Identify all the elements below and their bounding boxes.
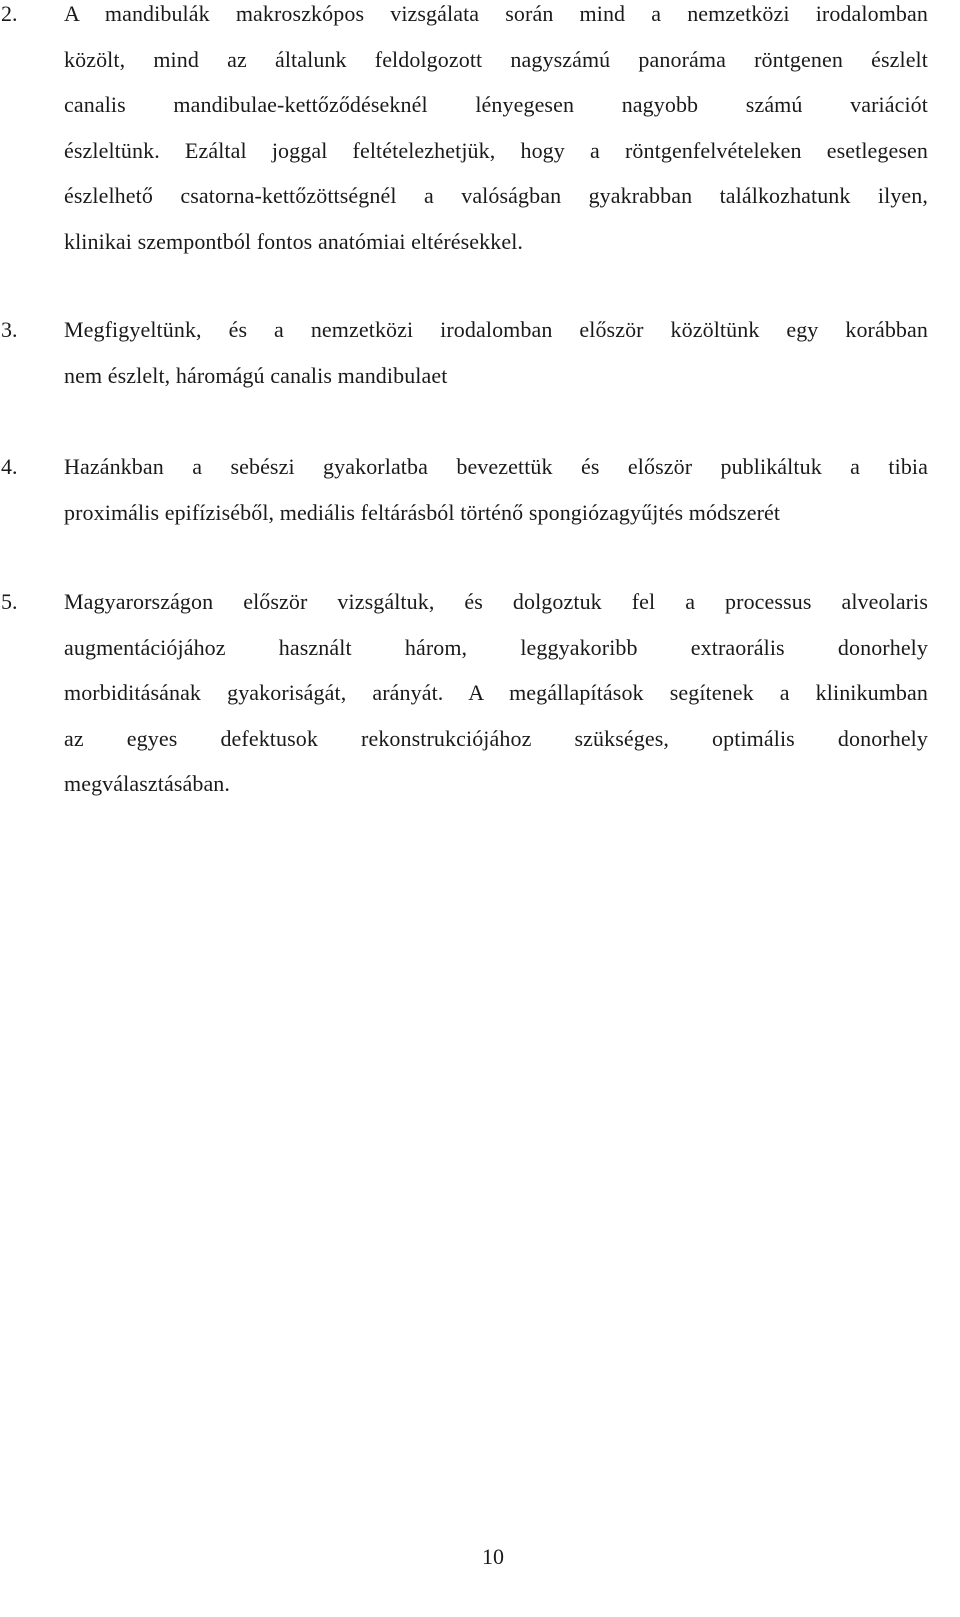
text-line: nem észlelt, háromágú canalis mandibulaet [64, 362, 448, 388]
list-item-text [64, 0, 928, 264]
text-line: megválasztásában. [64, 771, 231, 796]
text-line: az egyes defektusok rekonstrukciójához szükséges, optimális donorhely [64, 725, 928, 751]
list-item-text [64, 444, 928, 535]
text-line: Magyarországon először vizsgáltuk, és dolgoztuk fel a processus alveolaris [64, 589, 928, 614]
text-line: proximális epifíziséből, mediális feltárásból történő spongiózagyűjtés módszerét [64, 499, 781, 525]
text-line: közölt, mind az általunk feldolgozott nagyszámú panoráma röntgenen észlelt [64, 46, 928, 72]
text-line: augmentációjához használt három, leggyakoribb extraorális donorhely [64, 634, 928, 660]
list-item-number: 5. [1, 589, 18, 614]
text-line: észlelhető csatorna-kettőzöttségnél a valóságban gyakrabban találkozhatunk ilyen, [64, 183, 928, 208]
list-item-number: 2. [1, 1, 18, 26]
text-line: Megfigyeltünk, és a nemzetközi irodalomban először közöltünk egy korábban [64, 317, 928, 342]
text-line: klinikai szempontból fontos anatómiai eltérésekkel. [64, 228, 524, 254]
text-line: észleltünk. Ezáltal joggal feltételezhetjük, hogy a röntgenfelvételeken esetlegesen [64, 137, 928, 163]
list-item-number: 3. [1, 317, 18, 342]
text-line: canalis mandibulae-kettőződéseknél lényegesen nagyobb számú variációt [64, 92, 928, 117]
list-item-text [64, 307, 928, 398]
list-item-text [64, 579, 928, 807]
text-line: morbiditásának gyakoriságát, arányát. A megállapítások segítenek a klinikumban [64, 680, 928, 705]
page-number: 10 [482, 1544, 504, 1569]
text-line: A mandibulák makroszkópos vizsgálata során mind a nemzetközi irodalomban [64, 1, 928, 26]
text-line: Hazánkban a sebészi gyakorlatba bevezettük és először publikáltuk a tibia [64, 454, 928, 479]
list-item-number: 4. [1, 454, 18, 479]
